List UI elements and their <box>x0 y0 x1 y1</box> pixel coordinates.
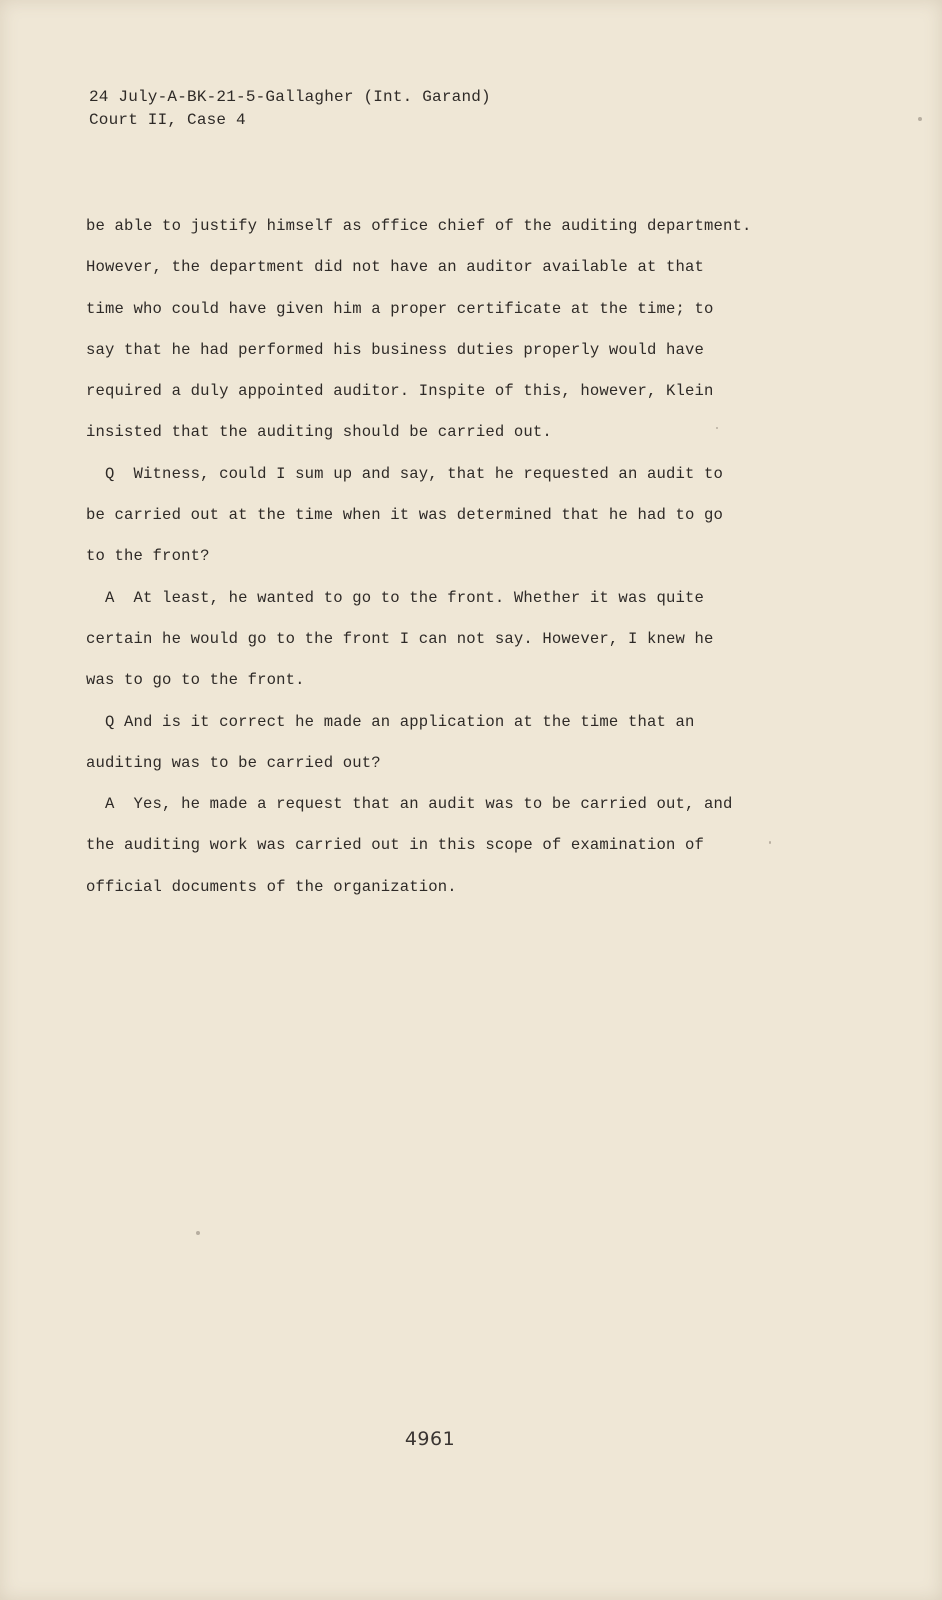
transcript-line: say that he had performed his business duties properly would have <box>86 340 705 359</box>
page-number: 4961 <box>404 1428 456 1450</box>
paper-speck <box>769 841 771 844</box>
transcript-line: official documents of the organization. <box>86 877 457 896</box>
question-line: Q And is it correct he made an application at the time that an <box>86 712 695 731</box>
header-court-line: Court II, Case 4 <box>89 111 246 129</box>
transcript-line: the auditing work was carried out in this scope of examination of <box>86 836 705 855</box>
answer-line: A Yes, he made a request that an audit was to be carried out, and <box>86 795 733 814</box>
transcript-line: required a duly appointed auditor. Inspite of this, however, Klein <box>86 382 714 401</box>
transcript-line: was to go to the front. <box>86 671 305 690</box>
transcript-line: auditing was to be carried out? <box>86 753 381 772</box>
header-reference-line: 24 July-A-BK-21-5-Gallagher (Int. Garand) <box>89 88 491 106</box>
document-header <box>89 86 491 132</box>
transcript-line: certain he would go to the front I can not say. However, I knew he <box>86 629 714 648</box>
paper-speck <box>196 1231 200 1235</box>
transcript-line: be able to justify himself as office chief of the auditing department. <box>86 217 752 235</box>
question-line: Q Witness, could I sum up and say, that he requested an audit to <box>86 464 724 483</box>
transcript-line: be carried out at the time when it was determined that he had to go <box>86 506 724 525</box>
transcript-line: to the front? <box>86 547 210 566</box>
paper-speck <box>918 117 922 121</box>
paper-speck <box>716 427 718 429</box>
transcript-line: insisted that the auditing should be carried out. <box>86 423 552 442</box>
transcript-line: time who could have given him a proper certificate at the time; to <box>86 299 714 318</box>
transcript-line: However, the department did not have an auditor available at that <box>86 258 705 277</box>
answer-line: A At least, he wanted to go to the front. Whether it was quite <box>86 588 705 607</box>
transcript-body <box>86 206 816 908</box>
